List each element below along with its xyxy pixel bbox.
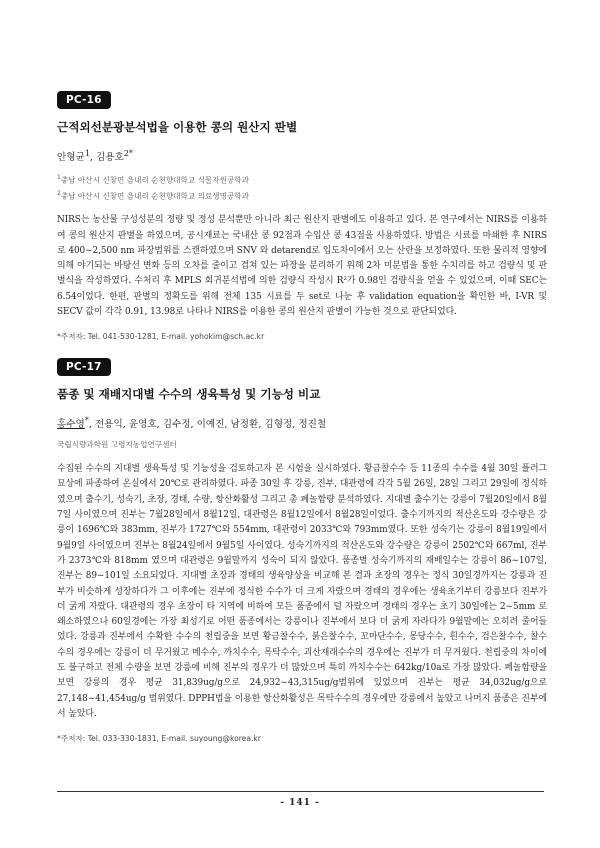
entry-code-badge: PC-17 [57,358,111,376]
contact-info: *주저자: Tel. 041-530-1281, E-mail. yohokim@sch.ac.kr [57,332,265,342]
author-list [57,416,547,430]
abstract-entry-pc17 [57,355,547,744]
affiliation-sup: 1 [57,174,61,182]
contact-info: *주저자: Tel. 033-330-1831, E-mail. suyoung@korea.kr [57,734,261,744]
footer-divider [57,791,544,792]
affiliations [57,171,547,202]
author-list [57,149,547,163]
affiliation-line [57,187,547,203]
affiliation-text: 충남 아산시 신창면 읍내리 순천향대학교 식물자원공학과 [60,175,249,185]
other-authors: , 전용익, 윤영호, 김수정, 이예진, 남정환, 김형정, 정진철 [88,419,327,431]
author-sup: * [84,416,89,425]
author-sup: 1 [84,149,90,158]
affiliation-line [57,438,547,451]
first-author: 홍수영 [57,419,85,431]
affiliations [57,438,547,451]
first-author: 안형균 [57,152,85,164]
author-sup: 2* [123,149,133,158]
affiliation-sup: 2 [57,189,61,197]
paper-title: 근적외선분광분석법을 이용한 콩의 원산지 판별 [57,120,298,134]
affiliation-line [57,171,547,187]
affiliation-text: 충남 아산시 신창면 읍내리 순천향대학교 의료생명공학과 [60,191,249,201]
abstract-body: NIRS는 농산물 구성성분의 정량 및 정성 분석뿐만 아니라 최근 원산지 판별에도 이용하고 있다. 본 연구에서는 NIRS를 이용하여 콩의 원산지 판별을 하였으며, 공시재료는 국내산 콩 92점과 수입산 콩 43점을 사용하였다. 방법은 시료를 마쇄한 후 NIRS로 400∼2,500 nm 파장범위를 스캔하였으며 SNV 와 detarend로 입도차이에서 오는 산란을 보정하였다. 또한 물리적 영향에 의해 야기되는 바탕선 변화 등의 오차를 줄이고 겹쳐 있는 파장을 분리하기 위해 2차 미분법을 통한 수치리를 하고 검량식 및 판별식을 작성하였다. 수처리 후 MPLS 회귀분석법에 의한 검량식 작성시 R²가 0.98인 검량식을 얻을 수 있었으며, 이때 SEC는 6.54이었다. 한편, 판별의 정확도를 위해 전체 135 시료를 두 set로 나눈 후 validation equation을 확인한 바, I-VR 및 SECV 값이 각각 0.91, 13.98로 나타나 NIRS를 이용한 콩의 원산지 판별이 가능한 것으로 판단되었다. [57,215,547,318]
abstract-entry-pc16 [57,88,547,342]
entry-code-badge: PC-16 [57,91,111,109]
affiliation-text: 국립식량과학원 고령지농업연구센터 [57,440,177,450]
page-number: - 141 - [280,798,320,808]
paper-title: 품종 및 재배지대별 수수의 생육특성 및 기능성 비교 [57,387,321,401]
other-authors: , 김용호 [89,152,124,164]
abstract-body: 수집된 수수의 지대별 생육특성 및 기능성을 검토하고자 본 시험을 실시하였다. 황금찰수수 등 11종의 수수를 4월 30일 플러그묘상에 파종하여 온실에서 20℃로 관리하였다. 파종 30일 후 강릉, 진부, 대관령에 각각 5월 26일, 28일 그리고 29일에 정식하였으며 출수기, 성숙기, 초장, 경태, 수량, 항산화활성 그리고 총 폐놀함량 분석하였다. 지대별 출수기는 강릉이 7월20일에서 8월7일 사이였으며 진부는 7월28일에서 8월12일, 대관령은 8월12일에서 8월28일이었다. 출수기까지의 적산온도와 강수량은 강릉이 1696℃와 383mm, 진부가 1727℃와 554mm, 대관령이 2033℃와 793mm였다. 또한 성숙기는 강릉이 8월19일에서 9월9일 사이였으며 진부는 8월24일에서 9월5일 사이였다. 성숙기까지의 적산온도와 강수량은 강릉이 2502℃와 667ml, 진부가 2373℃와 818mm 였으며 대관령은 9월말까지 성숙이 되지 않았다. 품종별 성숙기까지의 재배일수는 강릉이 86∼107일, 진부는 89∼101일 소요되었다. 지대별 초장과 경태의 생육양상을 비교해 본 결과 초장의 경우는 정식 30일경까지는 강릉과 진부가 비슷하게 성장하다가 그 이후에는 진부에 정식한 수수가 더 크게 자랐으며 경태의 경우에는 생육초기부터 강릉보다 진부가 더 굵게 자랐다. 대관령의 경우 초장이 타 지역에 비하여 모든 품종에서 덜 자랐으며 경태의 경우는 초기 30일에는 2∼5mm 로 왜소하였으나 60일경에는 가장 최성기로 어떤 품종에서는 강릉이나 진부에서 보다 더 굵게 자라다가 9월말에는 오히려 줄어들었다. 강릉과 진부에서 수확한 수수의 천립중을 보면 황금찰수수, 붉은찰수수, 꼬마단수수, 몽당수수, 흰수수, 검은찰수수, 찰수수의 경우에는 강릉이 더 무거웠고 메수수, 까치수수, 목탁수수, 괴산재래수수의 경우에는 진부가 더 무거웠다. 천립중의 차이에도 불구하고 전체 수량을 보면 강릉에 비해 진부의 경우가 더 많았으며 특히 까치수수는 642kg/10a로 가장 많았다. 페놀함량을 보면 강릉의 경우 평균 31,839ug/g으로 24,932∼43,315ug/g범위에 있었으며 진부는 평균 34,032ug/g으로 27,148∼41,454ug/g 범위였다. DPPH법을 이용한 항산화활성은 목탁수수의 경우에만 강릉에서 높았고 나머지 품종은 진부에서 높았다. [57,464,547,719]
